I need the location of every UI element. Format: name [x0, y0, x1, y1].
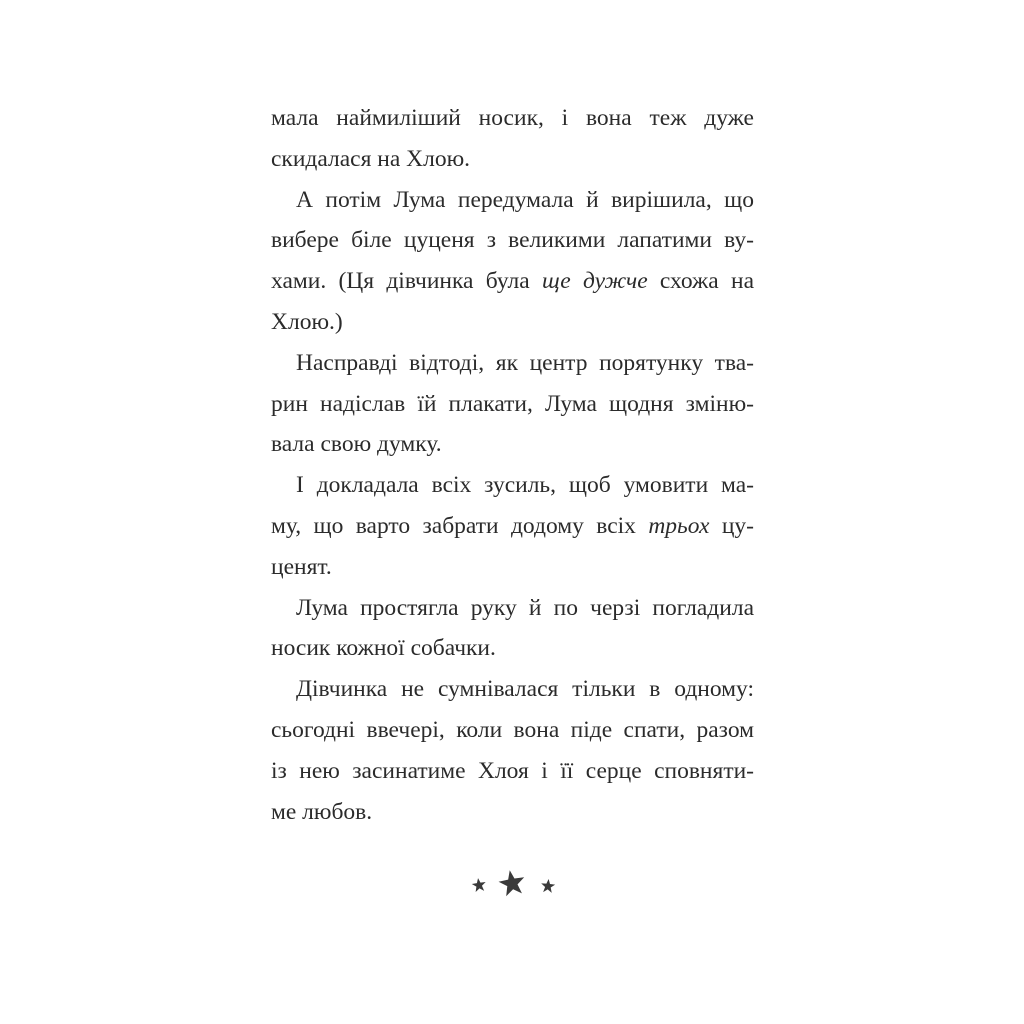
paragraph: [271, 180, 754, 343]
paragraph: [271, 669, 754, 832]
text-line: вибере біле цуценя з великими лапатими ву-: [271, 227, 754, 254]
italic-emphasis: ще дужче: [541, 268, 648, 295]
text-line: із нею засинатиме Хлоя і її серце сповняти-: [271, 757, 754, 784]
star-icon: [471, 877, 487, 892]
text-line: [271, 261, 754, 302]
text-line: сьогодні ввечері, коли вона піде спати, разом: [271, 716, 754, 743]
text-line: ме любов.: [271, 798, 373, 825]
text-line: носик кожної собачки.: [271, 635, 496, 662]
text-line: Хлою.): [271, 308, 343, 335]
text-line: мала наймиліший носик, і вона теж дуже: [271, 105, 754, 131]
text-line: скидалася на Хлою.: [271, 145, 471, 172]
text-line: Лума простягла руку й по черзі погладила: [296, 594, 754, 621]
text-line: І докладала всіх зусиль, щоб умовити ма-: [296, 472, 754, 499]
book-page-text: [271, 98, 754, 832]
paragraph: [271, 98, 754, 180]
text-line: вала свою думку.: [271, 431, 442, 458]
text-line: ценят.: [271, 553, 332, 580]
text-segment: му, що варто забрати додому всіх: [271, 512, 649, 539]
text-line: [271, 506, 754, 547]
star-icon: [540, 878, 555, 893]
text-segment: хами. (Ця дівчинка була: [271, 268, 542, 295]
star-icon: [497, 868, 527, 897]
text-line: рин надіслав їй плакати, Лума щодня зміню-: [271, 390, 754, 417]
three-stars-icon: [462, 866, 566, 900]
paragraph: [271, 343, 754, 465]
text-line: Насправді відтоді, як центр порятунку тва-: [296, 349, 754, 376]
text-line: А потім Лума передумала й вирішила, що: [296, 186, 754, 213]
paragraph: [271, 588, 754, 670]
paragraph: [271, 465, 754, 587]
text-segment: схожа на: [647, 268, 754, 295]
text-segment: цу-: [709, 512, 754, 539]
text-line: Дівчинка не сумнівалася тільки в одному:: [296, 676, 754, 703]
italic-emphasis: трьох: [648, 512, 710, 539]
